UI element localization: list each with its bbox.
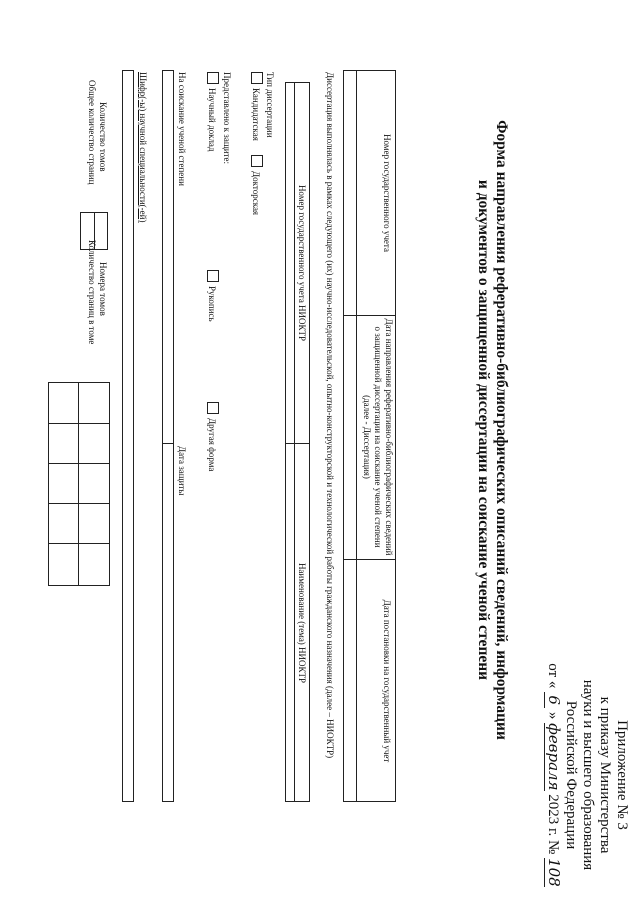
annex-date-prefix: от « — [545, 663, 561, 689]
niokr-row[interactable] — [285, 82, 295, 802]
form-title-line-1: Форма направления реферативно-библиографических описаний сведений, информации — [493, 120, 510, 740]
option-other-form-label: Другая форма — [207, 418, 217, 472]
annex-title: Приложение № 3 — [614, 720, 630, 830]
option-manuscript-label: Рукопись — [207, 286, 217, 322]
option-candidate-label: Кандидатская — [251, 88, 261, 141]
specialty-row[interactable] — [122, 70, 134, 802]
annex-date-line — [544, 660, 562, 890]
registration-table — [356, 70, 396, 802]
option-doctoral-label: Докторская — [251, 171, 261, 216]
registration-col-registered-date: Дата постановки на государственный учет — [382, 599, 392, 763]
total-pages-label: Общее количество страниц — [87, 80, 97, 185]
volume-numbers-label: Номера томов — [98, 262, 108, 316]
niokr-table — [294, 82, 310, 802]
annex-date-mid: » — [545, 711, 561, 720]
form-title — [474, 80, 510, 780]
form-title-line-2: и документов о защищенной диссертации на соискание ученой степени — [475, 179, 492, 681]
niokr-col-name: Наименование (тема) НИОКТР — [297, 562, 307, 684]
niokr-intro: Диссертация выполнялась в рамках следующего (их) научно-исследовательской, опытно-конструкторской и технологической работы гражданского назначения (далее – НИОКТР) — [325, 72, 335, 759]
specialty-label: Шифр(-ы) научной специальности(-ей) — [138, 72, 148, 223]
annex-date-year: 2023 г. № — [545, 794, 561, 855]
presented-label: Представлено к защите: — [222, 72, 232, 165]
option-scientific-report-label: Научный доклад — [207, 88, 217, 152]
registration-col-number: Номер государственного учета — [382, 134, 392, 252]
annex-line-1: к приказу Министерства — [597, 696, 613, 854]
annex-date-month: февраля — [545, 723, 563, 791]
annex-date-day: 6 — [544, 692, 562, 708]
checkbox-manuscript[interactable] — [207, 270, 219, 282]
volumes-count-label: Количество томов — [98, 102, 108, 172]
annex-block — [544, 660, 630, 890]
niokr-col-number: Номер государственного учета НИОКТР — [297, 184, 307, 342]
checkbox-doctoral[interactable] — [251, 155, 263, 167]
defense-date-label: Дата защиты — [177, 446, 187, 496]
checkbox-other-form[interactable] — [207, 402, 219, 414]
annex-line-3: Российской Федерации — [563, 700, 579, 850]
degree-defense-row[interactable] — [162, 70, 174, 802]
checkbox-candidate[interactable] — [251, 72, 263, 84]
registration-col-sent-date: Дата направления реферативно-библиографических сведений о защищенной диссертации на соискание ученой степени (далее - Диссертация) — [362, 318, 394, 556]
degree-label: На соискание ученой степени — [177, 72, 187, 186]
annex-line-2: науки и высшего образования — [580, 679, 596, 871]
checkbox-scientific-report[interactable] — [207, 72, 219, 84]
annex-order-number: 108 — [545, 858, 563, 887]
volume-grid[interactable] — [48, 382, 110, 586]
pages-per-volume-label: Количество страниц в томе — [87, 240, 97, 345]
registration-row[interactable] — [343, 70, 357, 802]
dissertation-type-label: Тип диссертации — [265, 72, 275, 138]
